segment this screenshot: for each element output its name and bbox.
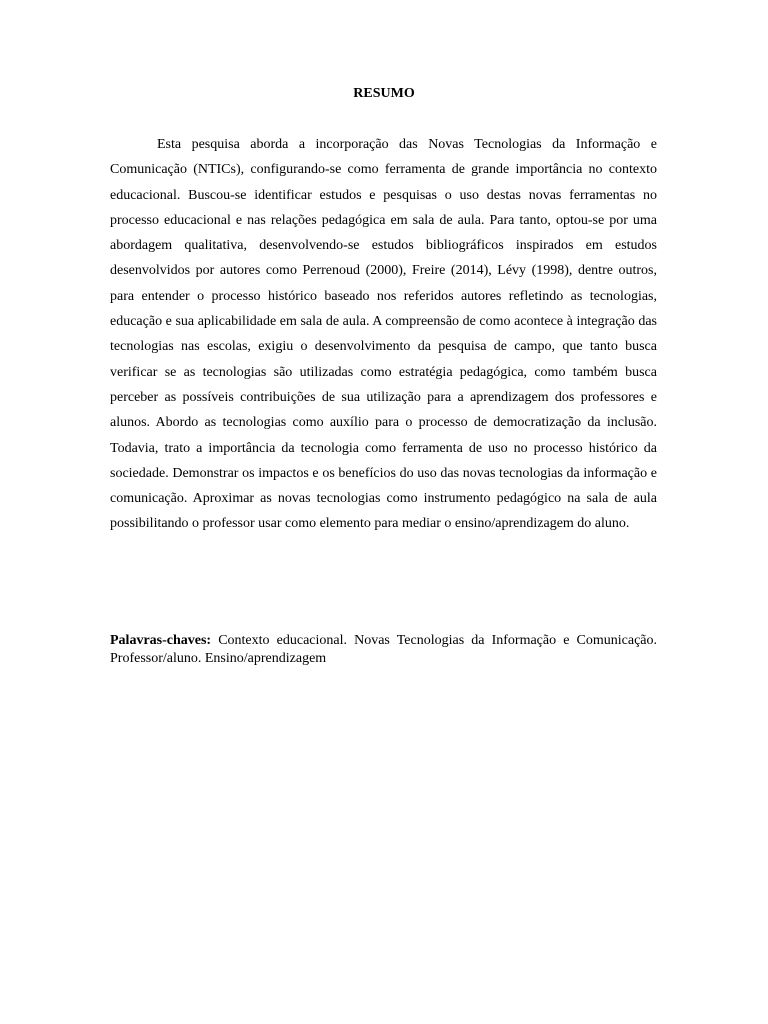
keywords-paragraph (110, 632, 657, 668)
keywords-label: Palavras-chaves: (110, 633, 212, 648)
abstract-paragraph: Esta pesquisa aborda a incorporação das Novas Tecnologias da Informação e Comunicação (NTICs), configurando-se como ferramenta de grande importância no contexto educacional. Buscou-se identificar estudos e pesquisas o uso destas novas ferramentas no processo educacional e nas relações pedagógica em sala de aula. Para tanto, optou-se por uma abordagem qualitativa, desenvolvendo-se estudos bibliográficos inspirados em estudos desenvolvidos por autores como Perrenoud (2000), Freire (2014), Lévy (1998), dentre outros, para entender o processo histórico baseado nos referidos autores refletindo as tecnologias, educação e sua aplicabilidade em sala de aula. A compreensão de como acontece à integração das tecnologias nas escolas, exigiu o desenvolvimento da pesquisa de campo, que tanto busca verificar se as tecnologias são utilizadas como estratégia pedagógica, como também busca perceber as possíveis contribuições de sua utilização para a aprendizagem dos professores e alunos. Abordo as tecnologias como auxílio para o processo de democratização da inclusão. Todavia, trato a importância da tecnologia como ferramenta de uso no processo histórico da sociedade. Demonstrar os impactos e os benefícios do uso das novas tecnologias da informação e comunicação. Aproximar as novas tecnologias como instrumento pedagógico na sala de aula possibilitando o professor usar como elemento para mediar o ensino/aprendizagem do aluno. (110, 137, 657, 532)
keywords-text: Contexto educacional. Novas Tecnologias da Informação e Comunicação. Professor/aluno. Ensino/aprendizagem (110, 633, 658, 666)
abstract-title: RESUMO (353, 86, 415, 101)
